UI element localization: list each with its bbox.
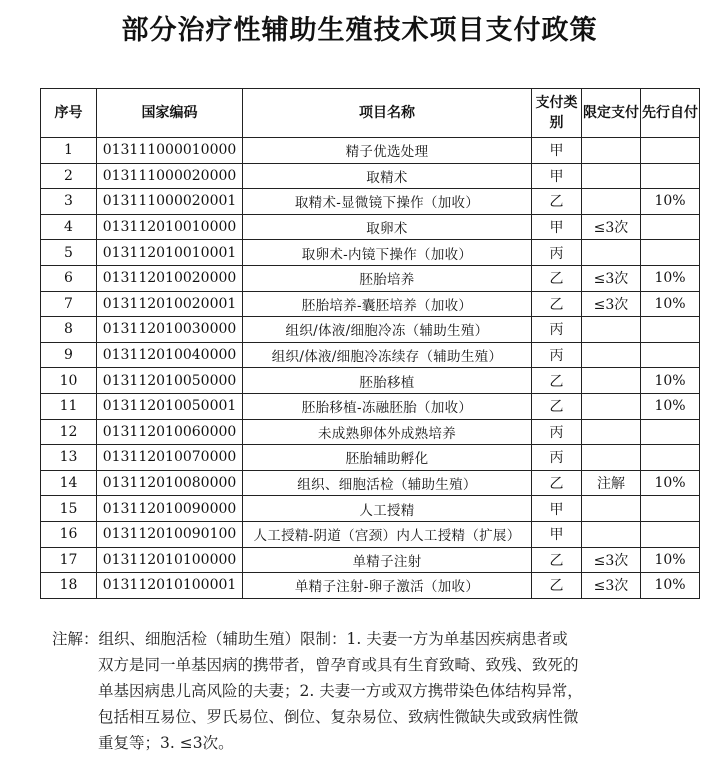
footnote-line: 单基因病患儿高风险的夫妻；2. 夫妻一方或双方携带染色体结构异常， (98, 682, 583, 700)
header-code: 国家编码 (97, 89, 243, 138)
header-limit: 限定支付 (582, 89, 641, 138)
document-title: 部分治疗性辅助生殖技术项目支付政策 (121, 15, 598, 46)
row-index: 9 (41, 342, 97, 368)
row-index: 16 (41, 521, 97, 547)
row-self-pay: 10% (641, 368, 700, 394)
row-self-pay: 10% (641, 573, 700, 599)
row-index: 14 (41, 470, 97, 496)
row-name: 胚胎移植 (243, 368, 532, 394)
row-code: 013112010080000 (97, 470, 243, 496)
row-self-pay: 10% (641, 547, 700, 573)
table-row (41, 342, 700, 368)
row-code: 013112010010001 (97, 240, 243, 266)
row-name: 胚胎移植-冻融胚胎（加收） (243, 393, 532, 419)
row-self-pay (641, 496, 700, 522)
table-row (41, 470, 700, 496)
row-name: 未成熟卵体外成熟培养 (243, 419, 532, 445)
row-index: 13 (41, 445, 97, 471)
row-self-pay (641, 163, 700, 189)
table-row (41, 521, 700, 547)
row-category: 丙 (532, 317, 582, 343)
row-code: 013112010050001 (97, 393, 243, 419)
table-row (41, 393, 700, 419)
row-limit (582, 393, 641, 419)
footnote-line: 注解：组织、细胞活检（辅助生殖）限制：1. 夫妻一方为单基因疾病患者或 (52, 630, 568, 648)
row-limit: ≤3次 (582, 214, 641, 240)
row-index: 3 (41, 189, 97, 215)
table-row (41, 138, 700, 164)
row-category: 乙 (532, 573, 582, 599)
footnote-line: 双方是同一单基因病的携带者，曾孕育或具有生育致畸、致残、致死的 (98, 656, 579, 674)
row-index: 10 (41, 368, 97, 394)
row-name: 组织/体液/细胞冷冻续存（辅助生殖） (243, 342, 532, 368)
row-code: 013112010040000 (97, 342, 243, 368)
footnote (52, 626, 692, 756)
row-self-pay (641, 240, 700, 266)
row-name: 人工授精-阴道（宫颈）内人工授精（扩展） (243, 521, 532, 547)
row-self-pay: 10% (641, 265, 700, 291)
row-name: 取精术-显微镜下操作（加收） (243, 189, 532, 215)
table-row (41, 265, 700, 291)
row-limit: ≤3次 (582, 547, 641, 573)
row-category: 乙 (532, 291, 582, 317)
row-category: 丙 (532, 240, 582, 266)
row-index: 4 (41, 214, 97, 240)
row-self-pay: 10% (641, 291, 700, 317)
table-row (41, 496, 700, 522)
header-self-pay: 先行自付 (641, 89, 700, 138)
table-row (41, 419, 700, 445)
row-self-pay (641, 214, 700, 240)
row-limit (582, 445, 641, 471)
row-self-pay: 10% (641, 393, 700, 419)
row-code: 013111000020000 (97, 163, 243, 189)
table-row (41, 163, 700, 189)
row-name: 胚胎培养-囊胚培养（加收） (243, 291, 532, 317)
row-category: 乙 (532, 189, 582, 215)
header-category: 支付类别 (532, 89, 582, 138)
row-code: 013112010090100 (97, 521, 243, 547)
table-row (41, 240, 700, 266)
row-index: 18 (41, 573, 97, 599)
row-limit (582, 189, 641, 215)
row-limit (582, 521, 641, 547)
row-category: 甲 (532, 496, 582, 522)
row-self-pay (641, 445, 700, 471)
row-name: 组织/体液/细胞冷冻（辅助生殖） (243, 317, 532, 343)
row-index: 8 (41, 317, 97, 343)
row-name: 取卵术-内镜下操作（加收） (243, 240, 532, 266)
footnote-line: 包括相互易位、罗氏易位、倒位、复杂易位、致病性微缺失或致病性微 (98, 708, 579, 726)
row-name: 胚胎培养 (243, 265, 532, 291)
row-code: 013112010100000 (97, 547, 243, 573)
row-code: 013112010030000 (97, 317, 243, 343)
row-index: 12 (41, 419, 97, 445)
row-name: 取卵术 (243, 214, 532, 240)
table-row (41, 368, 700, 394)
row-index: 2 (41, 163, 97, 189)
row-code: 013112010070000 (97, 445, 243, 471)
row-limit: ≤3次 (582, 573, 641, 599)
row-limit (582, 496, 641, 522)
row-category: 甲 (532, 138, 582, 164)
row-self-pay (641, 419, 700, 445)
row-name: 单精子注射-卵子激活（加收） (243, 573, 532, 599)
row-limit (582, 368, 641, 394)
row-category: 丙 (532, 419, 582, 445)
row-limit (582, 240, 641, 266)
row-code: 013112010060000 (97, 419, 243, 445)
row-code: 013112010100001 (97, 573, 243, 599)
row-category: 乙 (532, 393, 582, 419)
row-index: 15 (41, 496, 97, 522)
header-index: 序号 (41, 89, 97, 138)
row-limit (582, 317, 641, 343)
row-self-pay: 10% (641, 189, 700, 215)
footnote-line: 重复等；3. ≤3次。 (98, 734, 234, 752)
row-code: 013112010020000 (97, 265, 243, 291)
table-row (41, 547, 700, 573)
table-header-row (41, 89, 700, 138)
row-name: 组织、细胞活检（辅助生殖） (243, 470, 532, 496)
row-category: 丙 (532, 445, 582, 471)
row-code: 013112010010000 (97, 214, 243, 240)
row-name: 取精术 (243, 163, 532, 189)
row-index: 6 (41, 265, 97, 291)
row-self-pay: 10% (641, 470, 700, 496)
row-code: 013111000010000 (97, 138, 243, 164)
row-code: 013111000020001 (97, 189, 243, 215)
policy-table (40, 88, 700, 599)
row-self-pay (641, 317, 700, 343)
row-name: 胚胎辅助孵化 (243, 445, 532, 471)
row-category: 丙 (532, 342, 582, 368)
table-row (41, 573, 700, 599)
row-self-pay (641, 521, 700, 547)
row-category: 乙 (532, 547, 582, 573)
row-category: 乙 (532, 265, 582, 291)
row-category: 甲 (532, 521, 582, 547)
row-self-pay (641, 138, 700, 164)
table-row (41, 189, 700, 215)
row-index: 17 (41, 547, 97, 573)
table-row (41, 445, 700, 471)
row-limit (582, 419, 641, 445)
row-limit: ≤3次 (582, 265, 641, 291)
row-category: 甲 (532, 214, 582, 240)
row-name: 人工授精 (243, 496, 532, 522)
row-limit (582, 163, 641, 189)
row-limit (582, 138, 641, 164)
row-code: 013112010020001 (97, 291, 243, 317)
row-limit: 注解 (582, 470, 641, 496)
row-category: 乙 (532, 470, 582, 496)
table-row (41, 317, 700, 343)
row-index: 7 (41, 291, 97, 317)
row-index: 11 (41, 393, 97, 419)
table-body (41, 138, 700, 599)
row-category: 乙 (532, 368, 582, 394)
row-name: 精子优选处理 (243, 138, 532, 164)
row-code: 013112010090000 (97, 496, 243, 522)
header-name: 项目名称 (243, 89, 532, 138)
row-self-pay (641, 342, 700, 368)
row-category: 甲 (532, 163, 582, 189)
table-row (41, 291, 700, 317)
table-row (41, 214, 700, 240)
row-name: 单精子注射 (243, 547, 532, 573)
row-code: 013112010050000 (97, 368, 243, 394)
row-index: 1 (41, 138, 97, 164)
row-index: 5 (41, 240, 97, 266)
row-limit: ≤3次 (582, 291, 641, 317)
row-limit (582, 342, 641, 368)
